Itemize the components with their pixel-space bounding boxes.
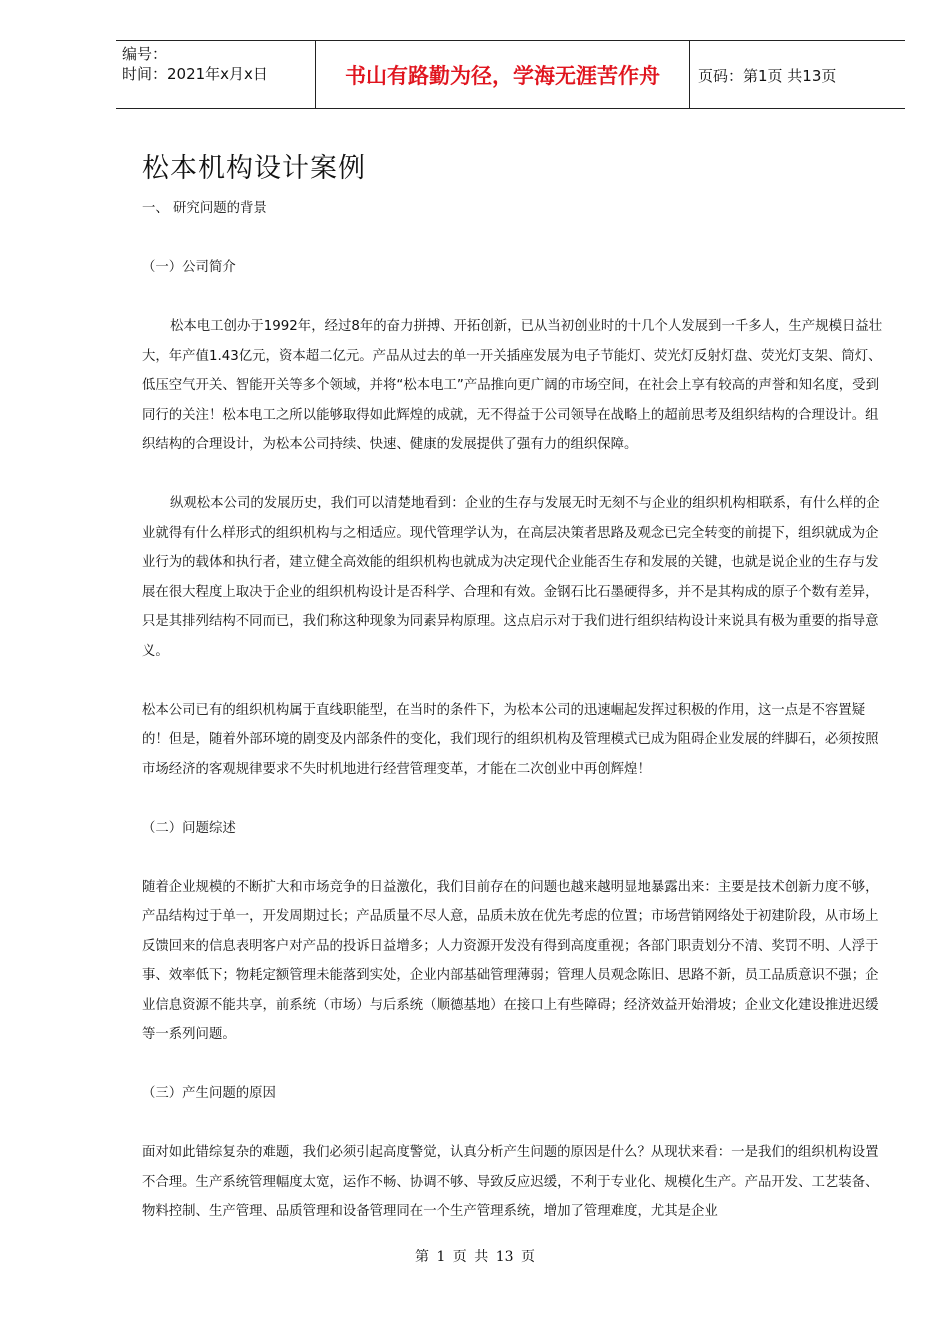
subsection-heading: （二）问题综述 — [142, 820, 236, 836]
subsection-heading: （三）产生问题的原因 — [142, 1086, 276, 1101]
page-footer: 第 1 页 共 13 页 — [415, 1249, 535, 1265]
section-heading: 一、 研究问题的背景 — [142, 201, 267, 216]
paragraph: 面对如此错综复杂的难题，我们必须引起高度警觉，认真分析产生问题的原因是什么？从现状来看：一是我们的组织机构设置不合理。生产系统管理幅度太宽，运作不畅、协调不够、导致反应迟缓，不利于专业化、规模化生产。产品开发、工艺装备、物料控制、生产管理、品质管理和设备管理同在一个生产管理系统，增加了管理难度，尤其是企业 — [142, 1145, 879, 1219]
page-header — [116, 40, 905, 109]
header-motto: 书山有路勤为径，学海无涯苦作舟 — [315, 41, 690, 108]
subsection-heading: （一）公司简介 — [142, 260, 236, 275]
document-title: 松本机构设计案例 — [142, 153, 366, 184]
header-page-info: 页码：第1页 共13页 — [698, 67, 837, 85]
document-time: 时间：2021年x月x日 — [122, 65, 268, 83]
paragraph: 随着企业规模的不断扩大和市场竞争的日益激化，我们目前存在的问题也越来越明显地暴露出来：主要是技术创新力度不够，产品结构过于单一，开发周期过长；产品质量不尽人意，品质未放在优先考虑的位置；市场营销网络处于初建阶段，从市场上反馈回来的信息表明客户对产品的投诉日益增多；人力资源开发没有得到高度重视；各部门职责划分不清、奖罚不明、人浮于事、效率低下；物耗定额管理未能落到实处，企业内部基础管理薄弱；管理人员观念陈旧、思路不新，员工品质意识不强；企业信息资源不能共享，前系统（市场）与后系统（顺德基地）在接口上有些障碍；经济效益开始滑坡；企业文化建设推进迟缓等一系列问题。 — [142, 879, 879, 1042]
header-meta — [122, 44, 268, 84]
document-number-label: 编号： — [122, 45, 168, 63]
paragraph: 纵观松本公司的发展历史，我们可以清楚地看到：企业的生存与发展无时无刻不与企业的组织机构相联系，有什么样的企业就得有什么样形式的组织机构与之相适应。现代管理学认为，在高层决策者思路及观念已完全转变的前提下，组织就成为企业行为的载体和执行者，建立健全高效能的组织机构也就成为决定现代企业能否生存和发展的关键，也就是说企业的生存与发展在很大程度上取决于企业的组织机构设计是否科学、合理和有效。金钢石比石墨硬得多，并不是其构成的原子个数有差异，只是其排列结构不同而已，我们称这种现象为同素异构原理。这点启示对于我们进行组织结构设计来说具有极为重要的指导意义。 — [142, 496, 880, 659]
paragraph: 松本电工创办于1992年，经过8年的奋力拼搏、开拓创新，已从当初创业时的十几个人发展到一千多人，生产规模日益壮大，年产值1.43亿元，资本超二亿元。产品从过去的单一开关插座发展为电子节能灯、荧光灯反射灯盘、荧光灯支架、筒灯、低压空气开关、智能开关等多个领域，并将“松本电工”产品推向更广阔的市场空间，在社会上享有较高的声誉和知名度，受到同行的关注！松本电工之所以能够取得如此辉煌的成就，无不得益于公司领导在战略上的超前思考及组织结构的合理设计。组织结构的合理设计，为松本公司持续、快速、健康的发展提供了强有力的组织保障。 — [142, 319, 883, 452]
paragraph: 松本公司已有的组织机构属于直线职能型，在当时的条件下，为松本公司的迅速崛起发挥过积极的作用，这一点是不容置疑的！但是，随着外部环境的剧变及内部条件的变化，我们现行的组织机构及管理模式已成为阻碍企业发展的绊脚石，必须按照市场经济的客观规律要求不失时机地进行经营管理变革，才能在二次创业中再创辉煌！ — [142, 702, 879, 777]
document-body — [142, 194, 890, 1227]
